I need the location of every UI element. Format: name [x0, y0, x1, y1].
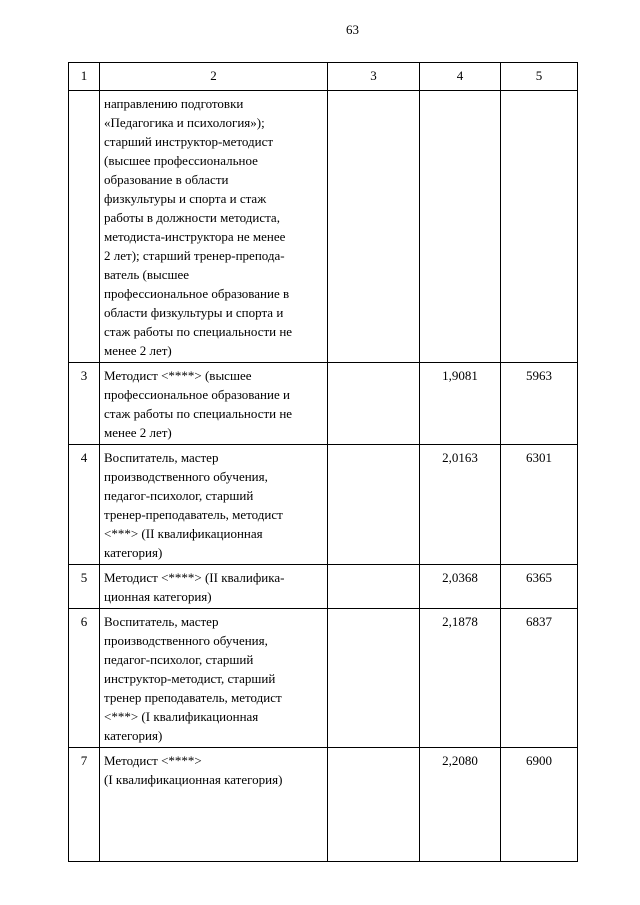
col3-cell — [328, 609, 420, 748]
table-row — [69, 91, 578, 363]
salary-cell: 6301 — [501, 445, 578, 565]
table-header-row — [69, 63, 578, 91]
position-description: Воспитатель, мастер производственного обучения, педагог-психолог, старший инструктор-методист, старший тренер преподаватель, методист <***> (I квалификационная категория) — [100, 609, 328, 748]
row-number: 5 — [69, 565, 100, 609]
position-description: Методист <****> (высшее профессиональное образование и стаж работы по специальности не менее 2 лет) — [100, 363, 328, 445]
table-row — [69, 445, 578, 565]
header-col-5: 5 — [501, 63, 578, 91]
salary-cell — [501, 91, 578, 363]
row-number: 3 — [69, 363, 100, 445]
coefficient-cell: 1,9081 — [420, 363, 501, 445]
position-description: направлению подготовки «Педагогика и психология»); старший инструктор-методист (высшее профессиональное образование в области физкультуры и спорта и стаж работы в должности методиста, методиста-инструктора не менее 2 лет); старший тренер-препода- ватель (высшее профессиональное образование в области физкультуры и спорта и стаж работы по специальности не менее 2 лет) — [100, 91, 328, 363]
coefficient-cell: 2,1878 — [420, 609, 501, 748]
salary-cell: 6365 — [501, 565, 578, 609]
coefficient-cell — [420, 91, 501, 363]
col3-cell — [328, 91, 420, 363]
table-row — [69, 609, 578, 748]
header-col-4: 4 — [420, 63, 501, 91]
row-number: 7 — [69, 748, 100, 862]
col3-cell — [328, 363, 420, 445]
header-col-1: 1 — [69, 63, 100, 91]
salary-table — [68, 62, 578, 862]
header-col-2: 2 — [100, 63, 328, 91]
page-number: 63 — [346, 22, 359, 37]
row-number — [69, 91, 100, 363]
col3-cell — [328, 445, 420, 565]
coefficient-cell: 2,2080 — [420, 748, 501, 862]
table-row — [69, 748, 578, 862]
col3-cell — [328, 565, 420, 609]
salary-cell: 5963 — [501, 363, 578, 445]
position-description: Методист <****> (I квалификационная категория) — [100, 748, 328, 862]
position-description: Воспитатель, мастер производственного обучения, педагог-психолог, старший тренер-преподаватель, методист <***> (II квалификационная категория) — [100, 445, 328, 565]
table-row — [69, 363, 578, 445]
header-col-3: 3 — [328, 63, 420, 91]
salary-cell: 6837 — [501, 609, 578, 748]
coefficient-cell: 2,0368 — [420, 565, 501, 609]
position-description: Методист <****> (II квалифика- ционная категория) — [100, 565, 328, 609]
col3-cell — [328, 748, 420, 862]
salary-cell: 6900 — [501, 748, 578, 862]
row-number: 4 — [69, 445, 100, 565]
coefficient-cell: 2,0163 — [420, 445, 501, 565]
table-row — [69, 565, 578, 609]
row-number: 6 — [69, 609, 100, 748]
